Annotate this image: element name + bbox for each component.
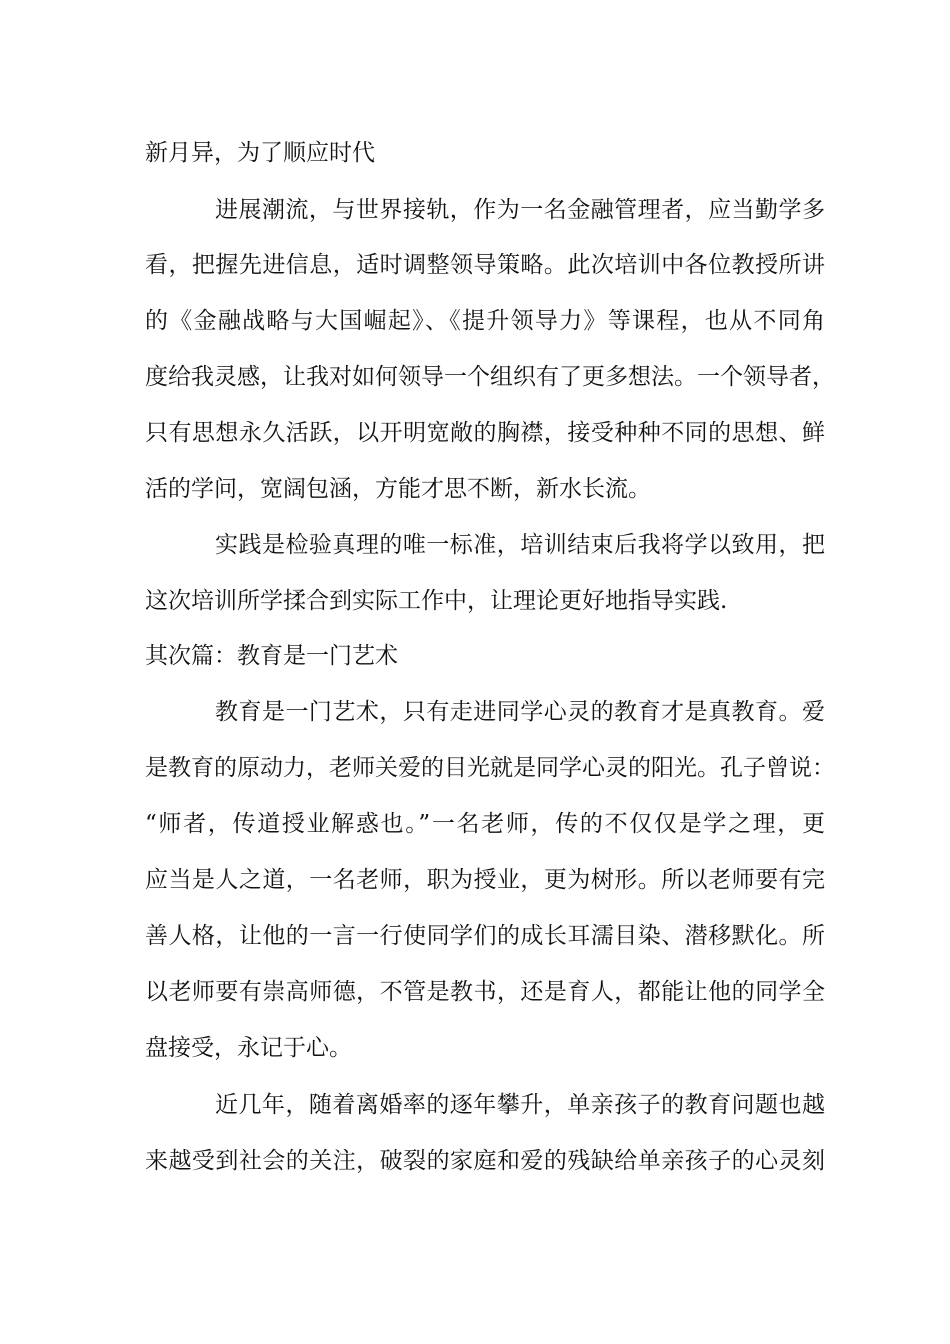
- text-line: 看，把握先进信息，适时调整领导策略。此次培训中各位教授所讲: [145, 252, 825, 278]
- text-line: 善人格，让他的一言一行使同学们的成长耳濡目染、潜移默化。所: [145, 923, 825, 949]
- text-line: “师者，传道授业解惑也。”一名老师，传的不仅仅是学之理，更: [145, 811, 825, 837]
- text-line: 实践是检验真理的唯一标准，培训结束后我将学以致用，把: [215, 532, 825, 558]
- section-heading: 其次篇：教育是一门艺术: [145, 643, 398, 669]
- text-line: 教育是一门艺术，只有走进同学心灵的教育才是真教育。爱: [215, 699, 825, 725]
- text-line: 活的学问，宽阔包涵，方能才思不断，新水长流。: [145, 476, 651, 502]
- text-line: 只有思想永久活跃，以开明宽敞的胸襟，接受种种不同的思想、鲜: [145, 420, 825, 446]
- text-line: 新月异，为了顺应时代: [145, 140, 375, 166]
- text-line: 盘接受，永记于心。: [145, 1035, 352, 1061]
- text-line: 是教育的原动力，老师关爱的目光就是同学心灵的阳光。孔子曾说：: [145, 755, 835, 781]
- text-line: 这次培训所学揉合到实际工作中，让理论更好地指导实践.: [145, 588, 728, 614]
- text-line: 以老师要有崇高师德，不管是教书，还是育人，都能让他的同学全: [145, 979, 825, 1005]
- text-line: 应当是人之道，一名老师，职为授业，更为树形。所以老师要有完: [145, 867, 825, 893]
- text-line: 度给我灵感，让我对如何领导一个组织有了更多想法。一个领导者，: [145, 364, 835, 390]
- text-line: 进展潮流，与世界接轨，作为一名金融管理者，应当勤学多: [215, 197, 825, 223]
- text-line: 来越受到社会的关注，破裂的家庭和爱的残缺给单亲孩子的心灵刻: [145, 1148, 825, 1174]
- text-line: 的《金融战略与大国崛起》、《提升领导力》等课程，也从不同角: [145, 308, 825, 334]
- text-line: 近几年，随着离婚率的逐年攀升，单亲孩子的教育问题也越: [215, 1092, 825, 1118]
